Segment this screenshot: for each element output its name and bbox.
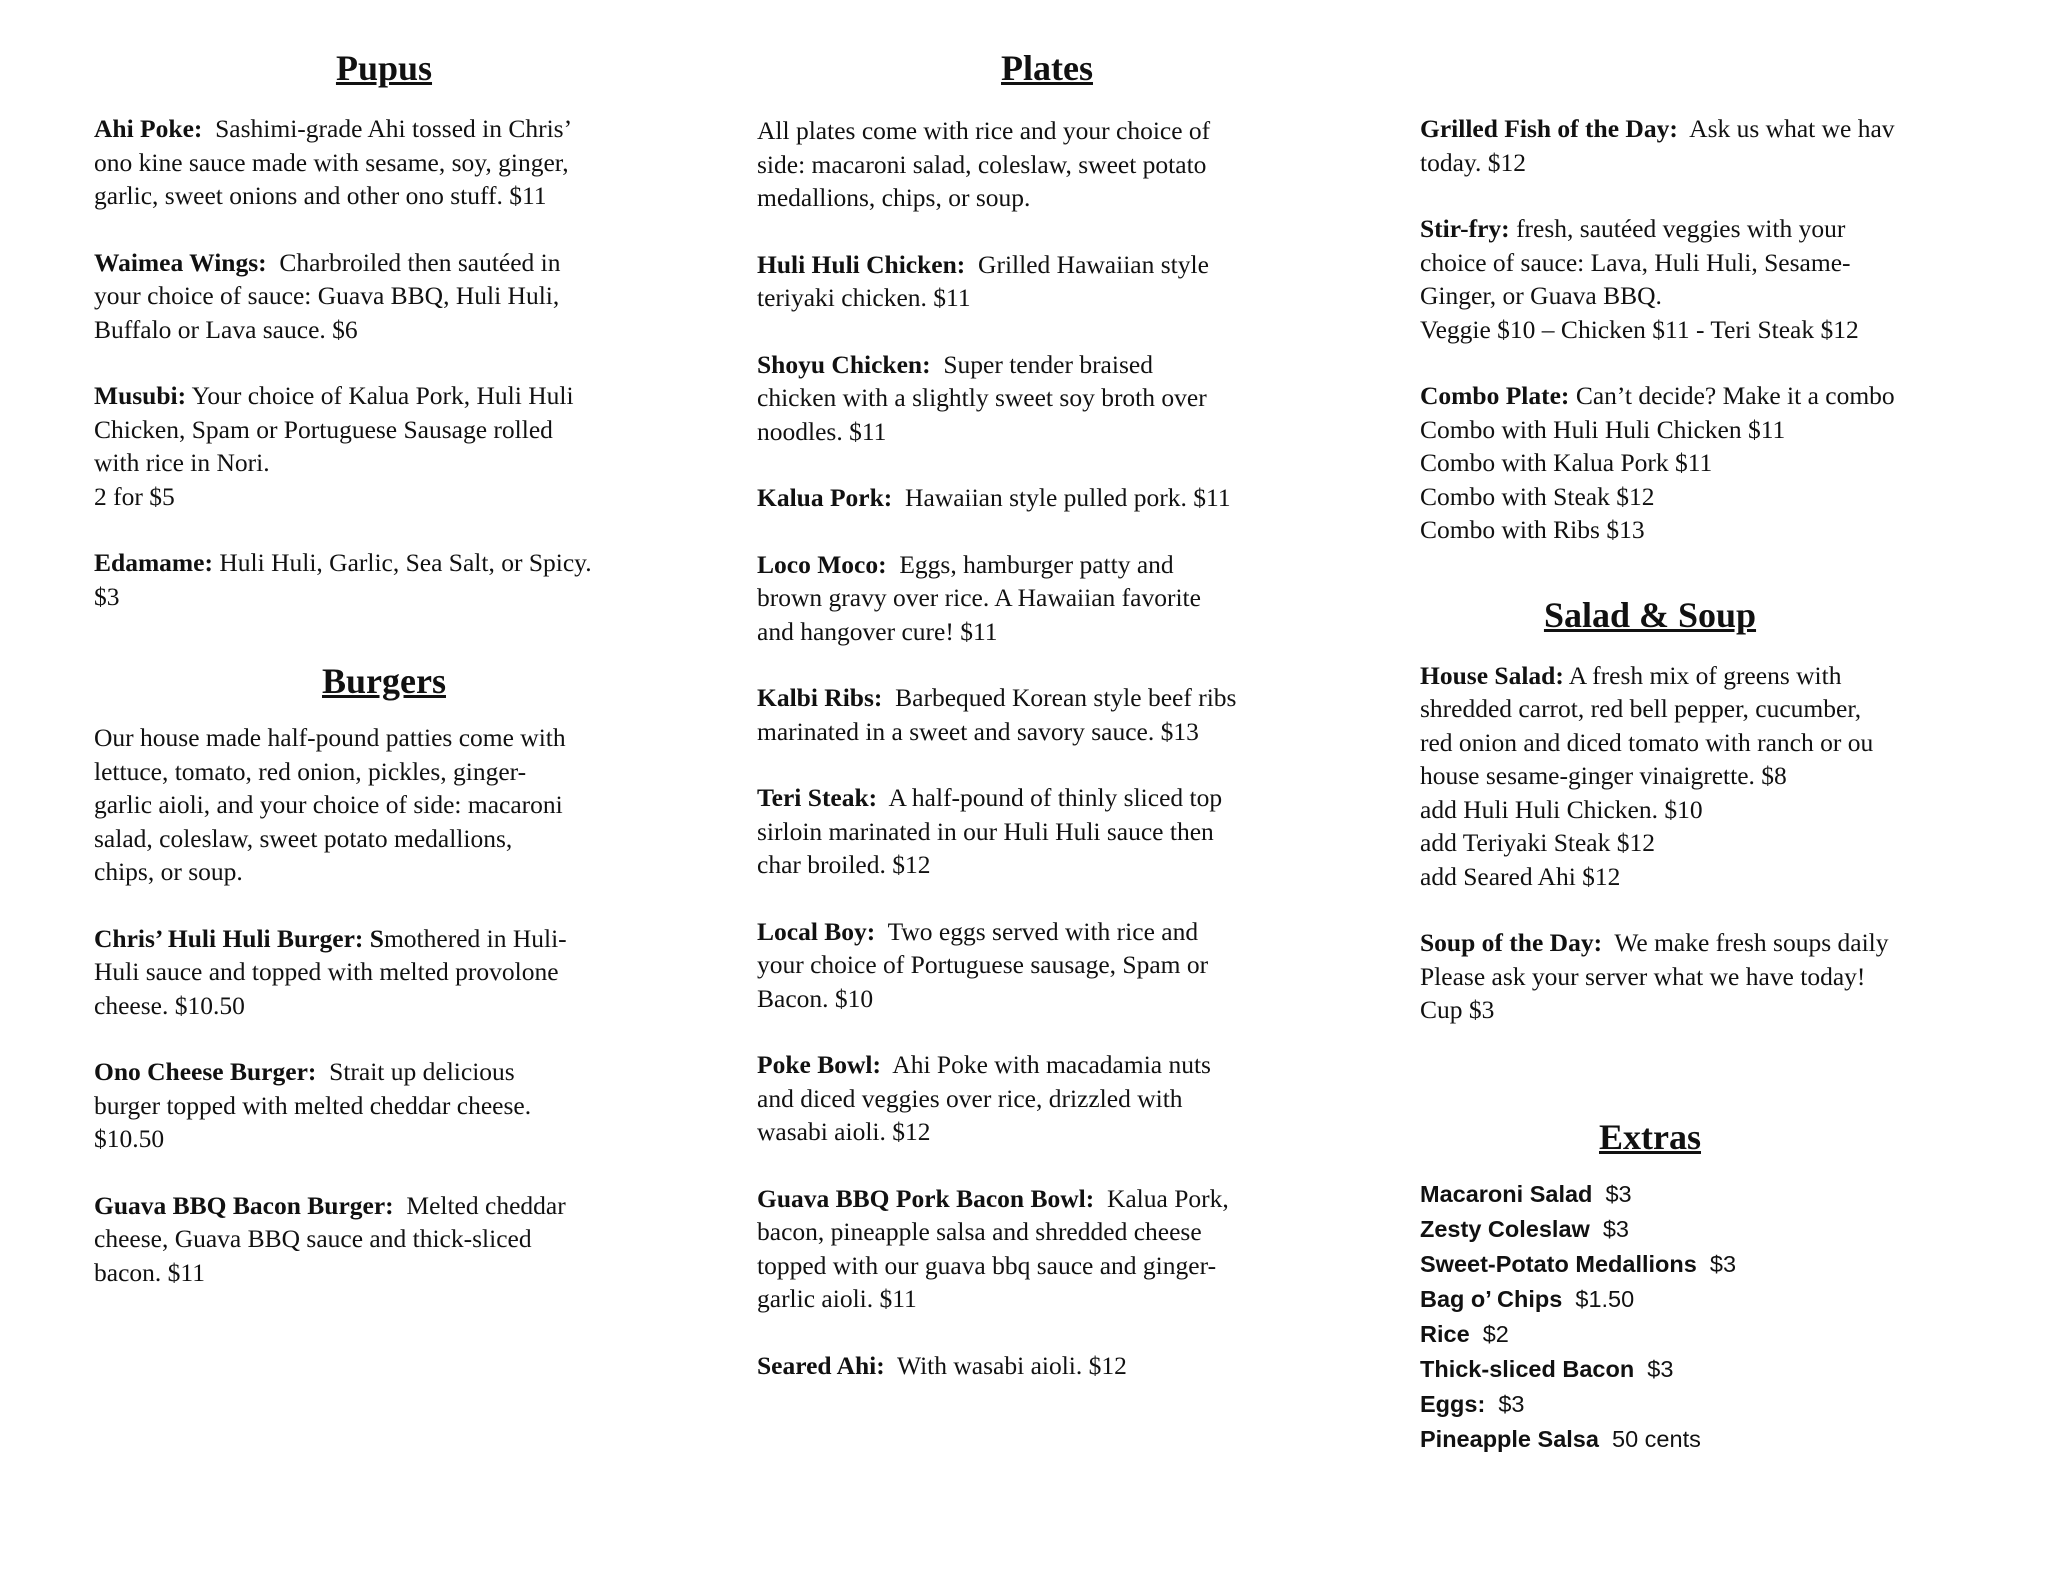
burgers-heading: Burgers	[322, 661, 446, 701]
item-name: Ono Cheese Burger:	[94, 1057, 317, 1086]
extra-price: $3	[1602, 1215, 1629, 1242]
item-name: Soup of the Day:	[1420, 928, 1603, 957]
salad-soup-heading: Salad & Soup	[1543, 594, 1757, 635]
extra-name: Macaroni Salad	[1420, 1180, 1593, 1207]
menu-item: Stir-fry: fresh, sautéed veggies with your choice of sauce: Lava, Huli Huli, Sesame- Ginger, or Guava BBQ. Veggie $10 – Chicken $11 - Teri Steak $12	[1420, 214, 1859, 344]
menu-item: Grilled Fish of the Day: Ask us what we hav today. $12	[1420, 114, 1895, 177]
item-name: Stir-fry:	[1420, 214, 1510, 243]
menu-item: Combo Plate: Can’t decide? Make it a combo Combo with Huli Huli Chicken $11 Combo with Kalua Pork $11 Combo with Steak $12 Combo with Ribs $13	[1420, 381, 1895, 544]
item-name: Loco Moco:	[757, 549, 887, 579]
item-name: Musubi:	[94, 381, 187, 410]
menu-item: Soup of the Day: We make fresh soups daily Please ask your server what we have today! Cup $3	[1420, 928, 1889, 1024]
item-name: Local Boy:	[757, 916, 876, 946]
menu-item: Teri Steak: A half-pound of thinly sliced top sirloin marinated in our Huli Huli sauce then char broiled. $12	[757, 783, 1223, 879]
menu-item: Seared Ahi: With wasabi aioli. $12	[757, 1350, 1127, 1380]
burgers-intro: Our house made half-pound patties come with lettuce, tomato, red onion, pickles, ginger- garlic aioli, and your choice of side: macaroni salad, coleslaw, sweet potato medallions, chips, or soup.	[94, 723, 566, 886]
item-name: Kalbi Ribs:	[757, 683, 883, 712]
item-name: Grilled Fish of the Day:	[1420, 114, 1678, 143]
list-item	[1420, 1212, 1960, 1247]
item-name: Edamame:	[94, 548, 213, 577]
extra-name: Rice	[1420, 1320, 1470, 1347]
list-item	[1420, 1282, 1960, 1317]
extra-name: Pineapple Salsa	[1420, 1425, 1599, 1452]
menu-item: Shoyu Chicken: Super tender braised chicken with a slightly sweet soy broth over noodles. $11	[757, 349, 1207, 446]
column-right	[1420, 112, 1960, 1457]
item-name: Shoyu Chicken:	[757, 349, 931, 379]
list-item	[1420, 1387, 1960, 1422]
menu-item: Kalbi Ribs: Barbequed Korean style beef ribs marinated in a sweet and savory sauce. $13	[757, 683, 1237, 746]
list-item	[1420, 1317, 1960, 1352]
extra-price: 50 cents	[1612, 1425, 1701, 1452]
item-name: Poke Bowl:	[757, 1050, 881, 1079]
item-name: Waimea Wings:	[94, 247, 267, 277]
extra-price: $3	[1605, 1180, 1632, 1207]
menu-item: Local Boy: Two eggs served with rice and your choice of Portuguese sausage, Spam or Bacon. $10	[757, 916, 1209, 1013]
extra-name: Zesty Coleslaw	[1420, 1215, 1590, 1242]
menu-item: Loco Moco: Eggs, hamburger patty and brown gravy over rice. A Hawaiian favorite and hangover cure! $11	[757, 549, 1201, 646]
column-left	[94, 46, 674, 1289]
plates-heading: Plates	[1001, 48, 1093, 88]
item-name: Huli Huli Chicken:	[757, 249, 966, 279]
item-name: Kalua Pork:	[757, 483, 893, 512]
menu-item: Guava BBQ Pork Bacon Bowl: Kalua Pork, bacon, pineapple salsa and shredded cheese topped with our guava bbq sauce and ginger- garlic aioli. $11	[757, 1183, 1229, 1313]
extra-price: $3	[1647, 1355, 1674, 1382]
menu-item: House Salad: A fresh mix of greens with shredded carrot, red bell pepper, cucumber, red onion and diced tomato with ranch or ou house sesame-ginger vinaigrette. $8 add Huli Huli Chicken. $10 add Teriyaki Steak $12 add Seared Ahi $12	[1420, 660, 1874, 891]
menu-item: Ahi Poke: Sashimi-grade Ahi tossed in Chris’ ono kine sauce made with sesame, soy, ginger, garlic, sweet onions and other ono stuff. $11	[94, 114, 573, 210]
menu-item: Huli Huli Chicken: Grilled Hawaiian style teriyaki chicken. $11	[757, 249, 1209, 312]
extra-name: Thick-sliced Bacon	[1420, 1355, 1635, 1382]
item-name: Chris’ Huli Huli Burger: S	[94, 923, 384, 953]
item-name: Ahi Poke:	[94, 114, 203, 143]
item-name: Guava BBQ Pork Bacon Bowl:	[757, 1183, 1095, 1213]
extra-name: Sweet-Potato Medallions	[1420, 1250, 1697, 1277]
extra-name: Bag o’ Chips	[1420, 1285, 1563, 1312]
list-item	[1420, 1422, 1960, 1457]
menu-item: Guava BBQ Bacon Burger: Melted cheddar cheese, Guava BBQ sauce and thick-sliced bacon. $11	[94, 1190, 566, 1287]
extra-price: $1.50	[1575, 1285, 1635, 1312]
column-middle	[757, 46, 1337, 1382]
extra-price: $2	[1482, 1320, 1509, 1347]
plates-intro: All plates come with rice and your choice of side: macaroni salad, coleslaw, sweet potato medallions, chips, or soup.	[757, 116, 1211, 212]
item-name: Guava BBQ Bacon Burger:	[94, 1190, 394, 1220]
extra-price: $3	[1498, 1390, 1525, 1417]
item-name: House Salad:	[1420, 660, 1564, 690]
menu-item: Edamame: Huli Huli, Garlic, Sea Salt, or Spicy. $3	[94, 548, 592, 611]
item-name: Seared Ahi:	[757, 1350, 885, 1380]
item-name: Combo Plate:	[1420, 381, 1570, 410]
menu-item: Chris’ Huli Huli Burger: Smothered in Huli- Huli sauce and topped with melted provolone cheese. $10.50	[94, 923, 567, 1020]
list-item	[1420, 1352, 1960, 1387]
menu-item: Ono Cheese Burger: Strait up delicious burger topped with melted cheddar cheese. $10.50	[94, 1057, 532, 1153]
pupus-heading: Pupus	[335, 48, 433, 88]
extras-list	[1420, 1177, 1960, 1457]
extra-price: $3	[1709, 1250, 1737, 1277]
item-name: Teri Steak:	[757, 783, 878, 812]
list-item	[1420, 1177, 1960, 1212]
extra-name: Eggs:	[1420, 1390, 1486, 1417]
list-item	[1420, 1247, 1960, 1282]
menu-item: Waimea Wings: Charbroiled then sautéed in your choice of sauce: Guava BBQ, Huli Huli, Buffalo or Lava sauce. $6	[94, 247, 561, 344]
extras-heading: Extras	[1599, 1116, 1701, 1157]
menu-item: Musubi: Your choice of Kalua Pork, Huli Huli Chicken, Spam or Portuguese Sausage rolled with rice in Nori. 2 for $5	[94, 381, 574, 511]
menu-item: Kalua Pork: Hawaiian style pulled pork. $11	[757, 483, 1231, 512]
menu-item: Poke Bowl: Ahi Poke with macadamia nuts and diced veggies over rice, drizzled with wasabi aioli. $12	[757, 1050, 1211, 1146]
